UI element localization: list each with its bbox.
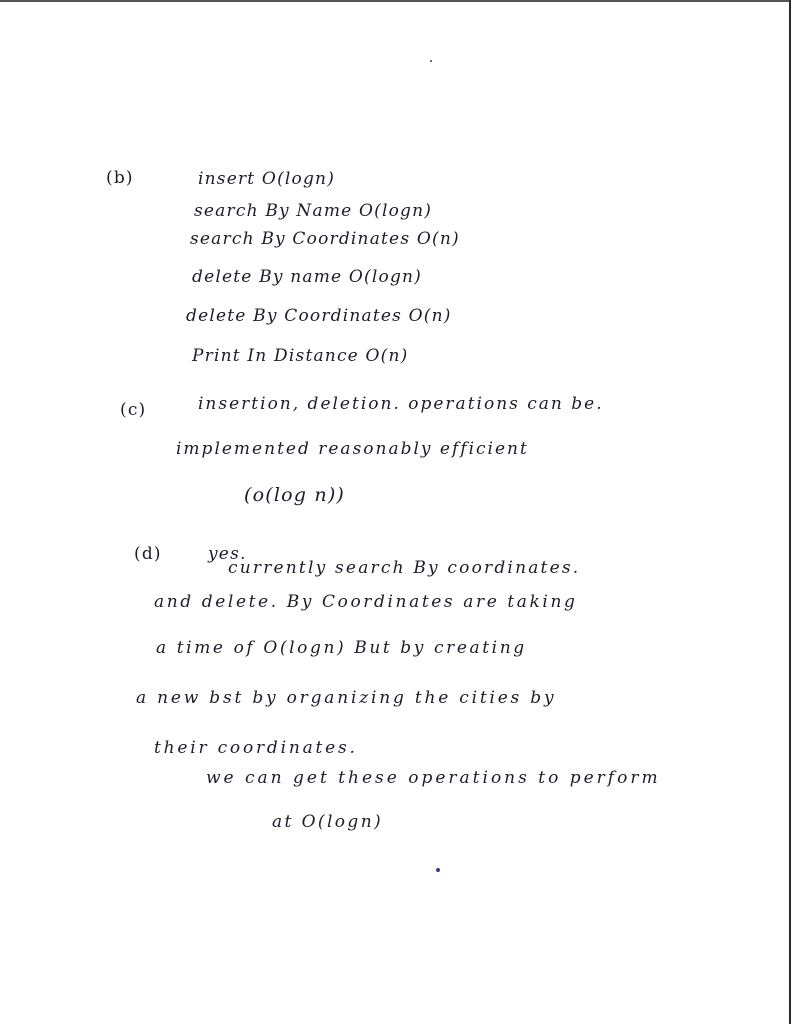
part-b-line-search-coordinates: search By Coordinates O(n) bbox=[190, 229, 460, 249]
part-d-line-4: a new bst by organizing the cities by bbox=[136, 688, 557, 708]
scan-edge-top bbox=[0, 0, 791, 2]
part-b-line-insert: insert O(logn) bbox=[198, 169, 336, 189]
part-b-line-delete-coordinates: delete By Coordinates O(n) bbox=[186, 306, 452, 326]
part-b-line-delete-name: delete By name O(logn) bbox=[192, 267, 423, 287]
part-d-label: (d) bbox=[134, 544, 162, 564]
scan-speck bbox=[430, 60, 432, 62]
part-d-answer: yes. bbox=[208, 544, 247, 564]
part-c-line-1: insertion, deletion. operations can be. bbox=[198, 394, 604, 414]
part-d-line-3: a time of O(logn) But by creating bbox=[156, 638, 527, 658]
part-d-line-2: and delete. By Coordinates are taking bbox=[154, 592, 578, 612]
part-c-line-2: implemented reasonably efficient bbox=[176, 439, 529, 459]
part-b-line-print: Print In Distance O(n) bbox=[192, 346, 409, 366]
part-d-line-1: currently search By coordinates. bbox=[228, 558, 581, 578]
part-c-label: (c) bbox=[120, 400, 147, 420]
part-b-line-search-name: search By Name O(logn) bbox=[194, 201, 433, 221]
part-b-label: (b) bbox=[106, 168, 134, 188]
part-d-line-6: we can get these operations to perform bbox=[206, 768, 661, 788]
ink-dot bbox=[436, 868, 440, 872]
part-d-line-5: their coordinates. bbox=[154, 738, 358, 758]
part-c-line-3: (o(log n)) bbox=[244, 484, 346, 506]
part-d-line-7: at O(logn) bbox=[272, 812, 384, 832]
